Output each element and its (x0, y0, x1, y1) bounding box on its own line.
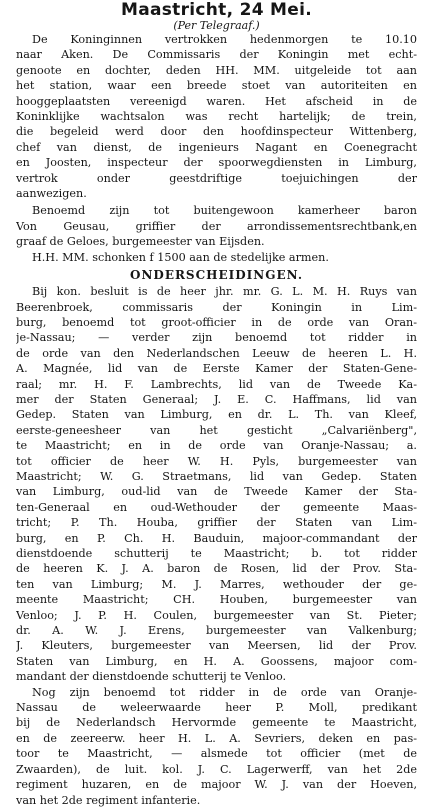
text-line: hooggeplaatsten vereenigd waren. Het afscheid in de (16, 94, 417, 108)
text-line: ten van Limburg; M. J. Marres, wethouder der ge- (16, 577, 417, 591)
text-line: raal; mr. H. F. Lambrechts, lid van de Tweede Ka- (16, 377, 417, 391)
text-line: mer der Staten Generaal; J. E. C. Haffmans, lid van (16, 392, 417, 406)
text-line: mandant der dienstdoende schutterij te Venloo. (16, 670, 287, 684)
text-line: bij de Nederlandsch Hervormde gemeente te Maastricht, (16, 716, 417, 730)
text-line: dr. A. W. J. Erens, burgemeester van Valkenburg; (16, 624, 417, 638)
text-line: Von Geusau, griffier der arrondissementsrechtbank,en (16, 219, 417, 233)
text-line: De Koninginnen vertrokken hedenmorgen te 10.10 (32, 33, 417, 46)
text-line: J. Kleuters, burgemeester van Meersen, lid der Prov. (16, 639, 417, 653)
gift-line: H.H. MM. schonken f 1500 aan de stedelijke armen. (32, 250, 329, 264)
text-line: aanwezigen. (16, 187, 87, 201)
text-line: de heeren K. J. A. baron de Rosen, lid der Prov. Sta- (16, 562, 417, 576)
text-line: Koninklijke wachtsalon was recht hartelijk; de trein, (16, 110, 417, 124)
text-line: Benoemd zijn tot buitengewoon kamerheer baron (32, 204, 417, 218)
section-heading: ONDERSCHEIDINGEN. (129, 268, 304, 283)
text-line: te Maastricht; en in de orde van Oranje-Nassau; a. (16, 439, 417, 453)
text-line: naar Aken. De Commissaris der Koningin met echt- (16, 48, 417, 62)
text-line: Zwaarden), de luit. kol. J. C. Lagerwerff, van het 2de (16, 762, 417, 776)
text-line: A. Magnée, lid van de Eerste Kamer der Staten-Gene- (16, 362, 417, 376)
text-line: burg, benoemd tot groot-officier in de orde van Oran- (16, 315, 417, 329)
text-line: de orde van den Nederlandschen Leeuw de heeren L. H. (16, 346, 417, 360)
text-line: het station, waar een breede stoet van autoriteiten en (16, 79, 417, 93)
text-line: chef van dienst, de ingenieurs Nagant en Coenegracht (16, 140, 417, 154)
byline: (Per Telegraaf.) (173, 19, 260, 32)
text-line: Gedep. Staten van Limburg, en dr. L. Th. van Kleef, (16, 408, 417, 422)
text-line: en Joosten, inspecteur der spoorwegdiensten in Limburg, (16, 156, 417, 170)
text-line: burg, en P. Ch. H. Bauduin, majoor-commandant der (16, 531, 417, 545)
text-line: van Limburg, oud-lid van de Tweede Kamer der Sta- (16, 485, 417, 499)
text-line: tot officier de heer W. H. Pyls, burgemeester van (16, 454, 417, 468)
appointment-paragraph (16, 203, 417, 249)
text-line: meente Maastricht; CH. Houben, burgemeester van (16, 593, 417, 607)
text-line: Nassau de weleerwaarde heer P. Moll, predikant (16, 701, 417, 715)
text-line: dienstdoende schutterij te Maastricht; b. tot ridder (16, 547, 417, 560)
text-line: ten-Generaal en oud-Wethouder der gemeente Maas- (16, 500, 417, 514)
text-line: en de zeereerw. heer H. L. A. Sevriers, deken en pas- (16, 731, 417, 745)
text-line: Beerenbroek, commissaris der Koningin in Lim- (16, 300, 417, 314)
intro-paragraph (16, 32, 417, 201)
gift-paragraph (16, 250, 417, 265)
text-line: Venloo; J. P. H. Coulen, burgemeester van St. Pieter; (16, 608, 417, 622)
text-line: regiment huzaren, en de majoor W. J. van der Hoeven, (16, 778, 417, 792)
text-line: tricht; P. Th. Houba, griffier der Staten van Lim- (16, 516, 417, 530)
closing-paragraph (16, 685, 417, 808)
text-line: eerste-geneesheer van het gesticht „Calvariënberg", (16, 423, 417, 437)
text-line: toor te Maastricht, — alsmede tot officier (met de (16, 747, 417, 761)
text-line: die begeleid werd door den hoofdinspecteur Wittenberg, (16, 125, 417, 139)
headline: Maastricht, 24 Mei. (120, 0, 312, 20)
text-line: Staten van Limburg, en H. A. Goossens, majoor com- (16, 654, 417, 668)
text-line: Bij kon. besluit is de heer jhr. mr. G. L. M. H. Ruys van (32, 285, 417, 299)
text-line: genoote en dochter, deden HH. MM. uitgeleide tot aan (16, 63, 417, 77)
text-line: Nog zijn benoemd tot ridder in de orde van Oranje- (32, 685, 417, 699)
honours-paragraph (16, 284, 417, 685)
text-line: van het 2de regiment infanterie. (16, 793, 201, 807)
text-line: graaf de Geloes, burgemeester van Eijsden. (16, 235, 265, 249)
text-line: vertrok onder geestdriftige toejuichingen der (16, 171, 417, 185)
text-line: je-Nassau; — verder zijn benoemd tot ridder in (16, 331, 417, 345)
text-line: Maastricht; W. G. Straetmans, lid van Gedep. Staten (16, 469, 417, 483)
